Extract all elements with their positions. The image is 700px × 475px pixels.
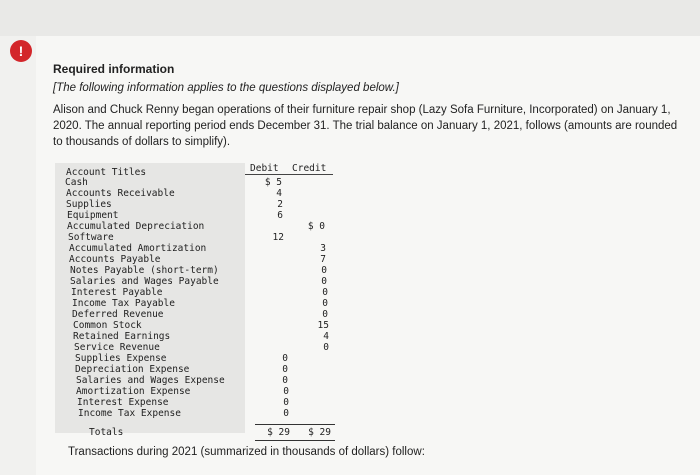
top-strip xyxy=(0,0,700,36)
table-row xyxy=(55,232,340,243)
account-title: Interest Expense xyxy=(77,397,169,408)
table-row xyxy=(55,276,340,287)
header-credit: Credit xyxy=(292,163,327,174)
credit-amount: 0 xyxy=(322,287,328,298)
account-title: Deferred Revenue xyxy=(72,309,164,320)
debit-amount: 0 xyxy=(283,386,289,397)
account-title: Income Tax Payable xyxy=(72,298,175,309)
debit-amount: 12 xyxy=(272,232,284,243)
table-row xyxy=(55,199,340,210)
totals-credit: $ 29 xyxy=(308,427,331,438)
section-heading: Required information xyxy=(53,62,175,76)
account-title: Supplies Expense xyxy=(75,353,167,364)
info-note: [The following information applies to the questions displayed below.] xyxy=(53,82,399,94)
header-account-titles: Account Titles xyxy=(66,167,147,178)
intro-paragraph: Alison and Chuck Renny began operations of their furniture repair shop (Lazy Sofa Furniture, Incorporated) on January 1, 2020. The annual reporting period ends December 31. The trial balance on January 1, 2021, follows (amounts are rounded to thousands of dollars to simplify). xyxy=(53,104,678,148)
account-title: Retained Earnings xyxy=(73,331,171,342)
totals-label: Totals xyxy=(89,427,124,438)
account-title: Salaries and Wages Payable xyxy=(70,276,219,287)
account-title: Notes Payable (short-term) xyxy=(70,265,219,276)
table-row xyxy=(55,331,340,342)
debit-amount: 0 xyxy=(282,364,288,375)
credit-amount: 0 xyxy=(323,342,329,353)
table-row xyxy=(55,320,340,331)
table-row xyxy=(55,364,340,375)
account-title: Accounts Receivable xyxy=(66,188,175,199)
totals-double-rule xyxy=(255,440,335,441)
debit-amount: 4 xyxy=(276,188,282,199)
table-row xyxy=(55,386,340,397)
header-debit: Debit xyxy=(250,163,279,174)
credit-amount: 4 xyxy=(323,331,329,342)
totals-rule xyxy=(255,424,335,425)
debit-amount: 6 xyxy=(277,210,283,221)
table-row xyxy=(55,210,340,221)
table-row xyxy=(55,221,340,232)
account-title: Accumulated Amortization xyxy=(69,243,207,254)
table-row xyxy=(55,342,340,353)
totals-row xyxy=(55,427,340,438)
account-title: Service Revenue xyxy=(74,342,160,353)
credit-amount: 0 xyxy=(321,265,327,276)
account-title: Interest Payable xyxy=(71,287,163,298)
table-row xyxy=(55,309,340,320)
account-title: Common Stock xyxy=(73,320,142,331)
table-row xyxy=(55,287,340,298)
account-title: Depreciation Expense xyxy=(75,364,190,375)
debit-amount: 0 xyxy=(282,353,288,364)
credit-amount: $ 0 xyxy=(307,221,325,232)
trial-balance-table xyxy=(55,163,340,438)
alert-icon: ! xyxy=(10,40,32,62)
credit-amount: 0 xyxy=(322,298,328,309)
credit-amount: 7 xyxy=(320,254,326,265)
account-title: Cash xyxy=(65,177,88,188)
totals-debit: $ 29 xyxy=(267,427,290,438)
table-row xyxy=(55,243,340,254)
table-row xyxy=(55,298,340,309)
credit-amount: 3 xyxy=(320,243,326,254)
credit-amount: 15 xyxy=(317,320,329,331)
credit-amount: 0 xyxy=(321,276,327,287)
debit-amount: 2 xyxy=(277,199,283,210)
account-title: Amortization Expense xyxy=(76,386,191,397)
transactions-intro: Transactions during 2021 (summarized in thousands of dollars) follow: xyxy=(68,446,425,458)
header-underline xyxy=(245,174,333,175)
debit-amount: 0 xyxy=(282,375,288,386)
account-title: Accumulated Depreciation xyxy=(67,221,205,232)
account-title: Software xyxy=(68,232,114,243)
table-row xyxy=(55,177,340,188)
account-title: Income Tax Expense xyxy=(78,408,181,419)
account-title: Supplies xyxy=(66,199,112,210)
table-row xyxy=(55,375,340,386)
debit-amount: 0 xyxy=(283,408,289,419)
table-row xyxy=(55,408,340,419)
table-row xyxy=(55,254,340,265)
account-title: Salaries and Wages Expense xyxy=(76,375,225,386)
account-title: Equipment xyxy=(67,210,119,221)
table-row xyxy=(55,265,340,276)
table-row xyxy=(55,188,340,199)
table-row xyxy=(55,397,340,408)
account-title: Accounts Payable xyxy=(69,254,161,265)
debit-amount: $ 5 xyxy=(264,177,282,188)
credit-amount: 0 xyxy=(322,309,328,320)
table-row xyxy=(55,353,340,364)
debit-amount: 0 xyxy=(283,397,289,408)
